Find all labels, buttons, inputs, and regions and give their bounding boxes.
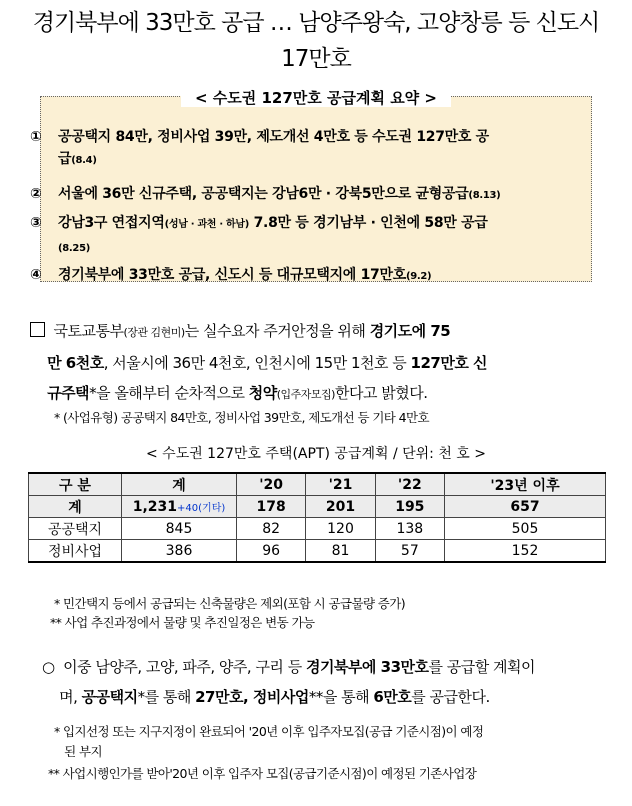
table-row-total: 계 1,231+40(기타) 178 201 195 657 [29, 496, 606, 518]
note-public-land: * 입지선정 또는 지구지정이 완료되어 '20년 이후 입주자모집(공급 기준시점)이 예정 된 부지 [54, 724, 484, 759]
header-total: 계 [122, 473, 237, 496]
square-bullet-icon [30, 322, 45, 337]
table-row: 정비사업 386 96 81 57 152 [29, 540, 606, 563]
header-2020: '20 [237, 473, 306, 496]
table-caption: < 수도권 127만호 주택(APT) 공급계획 / 단위: 천 호 > [145, 446, 487, 462]
summary-header: < 수도권 127만호 공급계획 요약 > [181, 89, 451, 107]
header-2022: '22 [375, 473, 444, 496]
header-2023-after: '23년 이후 [444, 473, 605, 496]
note-maintenance: ** 사업시행인가를 받아'20년 이후 입주자 모집(공급기준시점)이 예정된 기존사업장 [48, 766, 477, 781]
note-excluded: * 민간택지 등에서 공급되는 신축물량은 제외(포함 시 공급물량 증가) [54, 596, 406, 611]
summary-item-4: ④ 경기북부에 33만호 공급, 신도시 등 대규모택지에 17만호(9.2) [30, 267, 432, 283]
summary-item-1: ① 공공택지 84만, 정비사업 39만, 제도개선 4만호 등 수도권 127만호 공 급(8.4) [30, 129, 489, 167]
supply-table [28, 472, 606, 563]
page-title-line2: 17만호 [281, 46, 351, 72]
note-variable: ** 사업 추진과정에서 물량 및 추진일정은 변동 가능 [50, 615, 315, 630]
note-project-types: * (사업유형) 공공택지 84만호, 정비사업 39만호, 제도개선 등 기타 4만호 [54, 410, 429, 425]
table-row: 공공택지 845 82 120 138 505 [29, 518, 606, 540]
header-category: 구 분 [29, 473, 122, 496]
paragraph-north: ○ 이중 남양주, 고양, 파주, 양주, 구리 등 경기북부에 33만호를 공급할 계획이 며, 공공택지*를 통해 27만호, 정비사업**을 통해 6만호를 공급한다. [42, 658, 535, 706]
summary-item-2: ② 서울에 36만 신규주택, 공공택지는 강남6만 · 강북5만으로 균형공급(8.13) [30, 186, 501, 202]
summary-item-3: ③ 강남3구 연접지역(성남 · 과천 · 하남) 7.8만 등 경기남부 · 인천에 58만 공급 (8.25) [30, 215, 488, 254]
paragraph-main: 국토교통부(장관 김현미)는 실수요자 주거안정을 위해 경기도에 75 만 6천호, 서울시에 36만 4천호, 인천시에 15만 1천호 등 127만호 신 규주택*을 올해부터 순차적으로 청약(입주자모집)한다고 밝혔다. [30, 316, 610, 410]
header-2021: '21 [306, 473, 375, 496]
page-title-line1: 경기북부에 33만호 공급 … 남양주왕숙, 고양창릉 등 신도시 [32, 10, 600, 36]
